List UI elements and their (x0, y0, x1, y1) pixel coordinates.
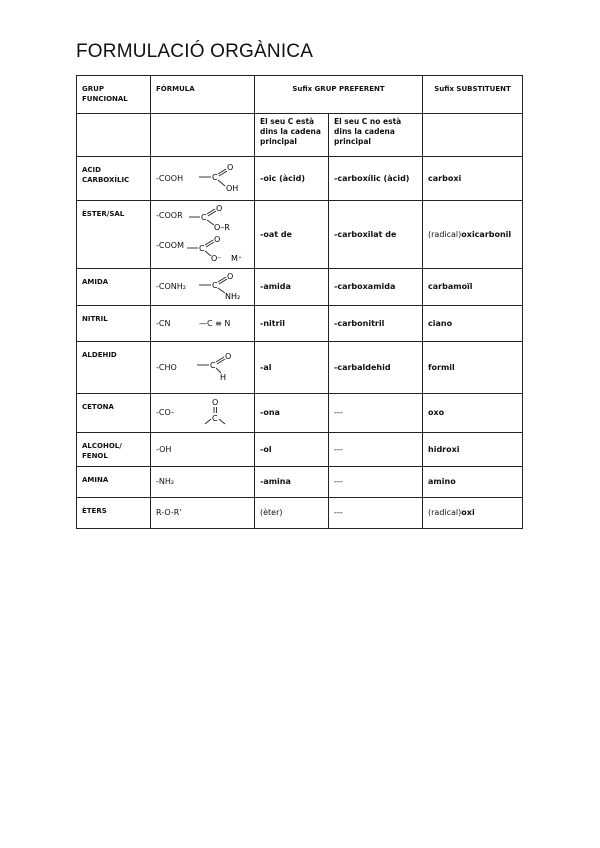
carbon-label: C (212, 173, 218, 182)
suffix-not-in-chain: -carboxamida (329, 269, 423, 306)
suffix-not-in-chain: --- (329, 394, 423, 433)
table-row (77, 394, 523, 433)
table-row (77, 269, 523, 306)
group-name: ÈTERS (77, 498, 151, 529)
suffix-substituent (423, 201, 523, 269)
formula-text: R-O-R' (151, 498, 255, 529)
oxygen-label: O (214, 235, 221, 244)
formula-text: -CN (156, 318, 171, 328)
formula-cell (151, 342, 255, 394)
suffix-in-chain: -al (255, 342, 329, 394)
suffix-not-in-chain: -carbaldehid (329, 342, 423, 394)
suffix-substituent: amino (423, 467, 523, 498)
suffix-not-in-chain: --- (329, 498, 423, 529)
formula-text: -CHO (156, 362, 177, 372)
table-row (77, 157, 523, 201)
header-group: GRUP FUNCIONAL (77, 76, 151, 114)
formula-text: -COOH (156, 173, 184, 183)
amide-structure (199, 271, 253, 303)
suffix-in-chain: -oic (àcid) (255, 157, 329, 201)
page-title: FORMULACIÓ ORGÀNICA (76, 41, 314, 62)
suffix-in-chain: (èter) (255, 498, 329, 529)
suffix-substituent: ciano (423, 306, 523, 342)
formula-text: -OH (151, 433, 255, 467)
subheader-row (77, 114, 523, 157)
suffix-substituent: carbamoïl (423, 269, 523, 306)
formula-text-salt: -COOM (156, 241, 184, 250)
carbon-label: C (210, 361, 216, 370)
oxide-label: O⁻ (211, 254, 222, 263)
table-row (77, 306, 523, 342)
nitrile-structure: —C ≡ N (199, 319, 231, 328)
header-suffix-substituent: Sufix SUBSTITUENT (423, 76, 523, 114)
suffix-not-in-chain: -carboxilat de (329, 201, 423, 269)
ester-structure (189, 203, 249, 233)
oxygen-label: O (216, 204, 223, 213)
group-name: AMIDA (77, 269, 151, 306)
ketone-structure (203, 396, 233, 428)
table-row (77, 498, 523, 529)
suffix-in-chain: -ona (255, 394, 329, 433)
oxygen-label: O (212, 398, 219, 407)
group-name: CETONA (77, 394, 151, 433)
formula-cell (151, 201, 255, 269)
table-row (77, 467, 523, 498)
group-name: NITRIL (77, 306, 151, 342)
salt-structure (187, 233, 251, 265)
amine-label: NH₂ (225, 292, 241, 301)
group-name: ALCOHOL/ FENOL (77, 433, 151, 467)
suffix-substituent: hidroxi (423, 433, 523, 467)
formula-cell (151, 157, 255, 201)
formula-cell (151, 269, 255, 306)
carbon-label: C (201, 213, 207, 222)
carbon-label: C (212, 281, 218, 290)
hydrogen-label: H (220, 373, 227, 382)
formula-text: -COOR (156, 211, 183, 220)
functional-groups-table (76, 75, 523, 529)
oxygen-label: O (225, 352, 232, 361)
formula-text: -NH₂ (151, 467, 255, 498)
substituent-suffix: oxi (461, 508, 475, 517)
header-row (77, 76, 523, 114)
suffix-not-in-chain: -carboxílic (àcid) (329, 157, 423, 201)
substituent-suffix: oxicarbonil (461, 229, 512, 239)
suffix-substituent: carboxi (423, 157, 523, 201)
header-suffix-preferent: Sufix GRUP PREFERENT (255, 76, 423, 114)
suffix-substituent: formil (423, 342, 523, 394)
suffix-in-chain: -amina (255, 467, 329, 498)
formula-cell (151, 306, 255, 342)
suffix-in-chain: -amida (255, 269, 329, 306)
suffix-in-chain: -ol (255, 433, 329, 467)
suffix-substituent: oxo (423, 394, 523, 433)
formula-text: -CONH₂ (156, 282, 186, 291)
hydroxyl-label: OH (226, 184, 239, 193)
group-name: ALDEHID (77, 342, 151, 394)
table-row (77, 433, 523, 467)
substituent-prefix: (radical) (428, 229, 462, 239)
metal-label: M⁺ (231, 254, 243, 263)
carbon-label: C (199, 244, 205, 253)
carboxyl-structure (199, 161, 249, 195)
carbon-label: C (212, 414, 218, 423)
suffix-in-chain: -nitril (255, 306, 329, 342)
suffix-not-in-chain: --- (329, 467, 423, 498)
group-name: AMINA (77, 467, 151, 498)
substituent-prefix: (radical) (428, 508, 462, 517)
aldehyde-structure (197, 350, 241, 384)
suffix-substituent (423, 498, 523, 529)
table-row (77, 342, 523, 394)
group-name: ÈSTER/SAL (77, 201, 151, 269)
ester-or-label: O–R (214, 223, 230, 232)
formula-text: -CO- (156, 408, 174, 417)
header-formula: FÓRMULA (151, 76, 255, 114)
subheader-not-in-chain: El seu C no està dins la cadena principal (329, 114, 423, 157)
formula-cell (151, 394, 255, 433)
suffix-in-chain: -oat de (255, 201, 329, 269)
group-name: ACID CARBOXÍLIC (77, 157, 151, 201)
oxygen-label: O (227, 272, 234, 281)
oxygen-label: O (227, 163, 234, 172)
subheader-in-chain: El seu C està dins la cadena principal (255, 114, 329, 157)
suffix-not-in-chain: --- (329, 433, 423, 467)
suffix-not-in-chain: -carbonitril (329, 306, 423, 342)
table-row (77, 201, 523, 269)
